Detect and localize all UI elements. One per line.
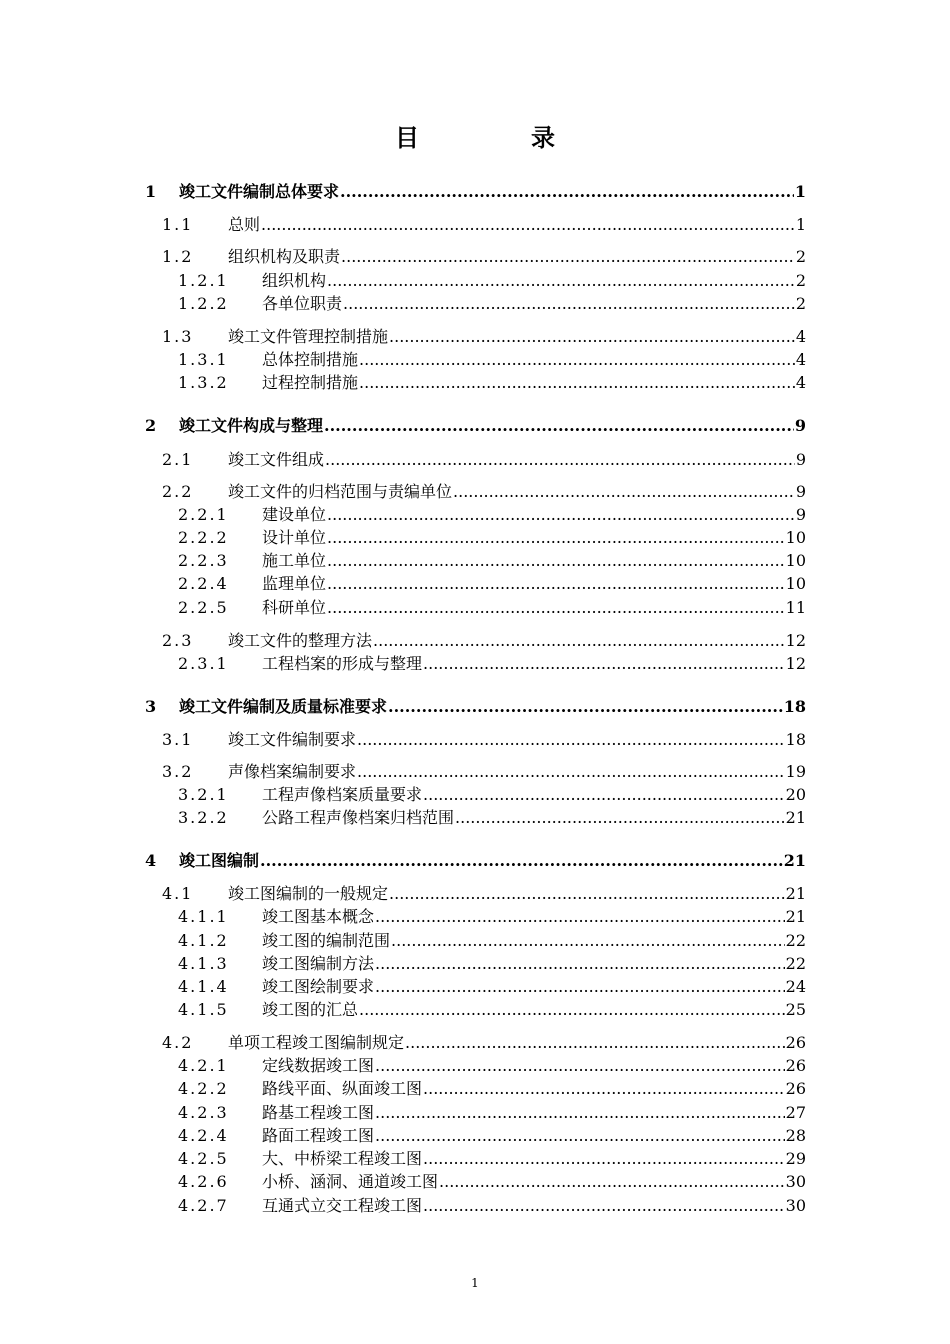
toc-entry-title: 设计单位 <box>262 528 327 547</box>
toc-entry-page: 25 <box>785 1000 806 1019</box>
toc-entry[interactable] <box>178 807 806 829</box>
toc-leader-dots <box>357 729 785 751</box>
toc-leader-dots <box>324 415 794 437</box>
toc-leader-dots <box>375 1102 785 1124</box>
toc-entry[interactable] <box>178 597 806 619</box>
toc-entry-page: 22 <box>785 954 806 973</box>
toc-entry-title: 竣工图的汇总 <box>262 1000 359 1019</box>
toc-leader-dots <box>341 246 795 268</box>
toc-entry-page: 21 <box>785 808 806 827</box>
toc-entry-title: 声像档案编制要求 <box>228 762 357 781</box>
toc-entry-page: 28 <box>785 1126 806 1145</box>
toc-leader-dots <box>359 349 795 371</box>
toc-entry[interactable] <box>178 906 806 928</box>
toc-entry[interactable] <box>178 930 806 952</box>
toc-entry-number: 3.1 <box>162 730 194 749</box>
toc-leader-dots <box>423 1078 785 1100</box>
toc-entry-page: 4 <box>795 327 806 346</box>
toc-entry-page: 21 <box>783 851 806 870</box>
toc-entry-page: 10 <box>785 551 806 570</box>
toc-entry-title: 组织机构及职责 <box>228 247 341 266</box>
toc-leader-dots <box>389 326 795 348</box>
toc-entry-page: 26 <box>785 1033 806 1052</box>
toc-entry-title: 工程档案的形成与整理 <box>262 654 423 673</box>
toc-entry-number: 4.1.2 <box>178 931 229 950</box>
toc-entry-title: 工程声像档案质量要求 <box>262 785 423 804</box>
toc-entry[interactable] <box>178 653 806 675</box>
toc-entry-title: 科研单位 <box>262 598 327 617</box>
toc-entry[interactable] <box>162 246 806 268</box>
toc-leader-dots <box>423 784 785 806</box>
toc-entry-page: 26 <box>785 1079 806 1098</box>
toc-entry-title: 建设单位 <box>262 505 327 524</box>
toc-entry-number: 2.2.2 <box>178 528 229 547</box>
toc-entry-title: 竣工文件构成与整理 <box>179 416 324 435</box>
toc-leader-dots <box>375 1055 785 1077</box>
toc-entry-number: 1.3.1 <box>178 350 229 369</box>
toc-entry[interactable] <box>145 181 806 203</box>
toc-leader-dots <box>391 930 785 952</box>
toc-entry[interactable] <box>178 976 806 998</box>
toc-entry-number: 1.3.2 <box>178 373 229 392</box>
toc-entry-title: 竣工图编制 <box>179 851 260 870</box>
toc-entry-number: 4.2.5 <box>178 1149 229 1168</box>
toc-entry-title: 小桥、涵洞、通道竣工图 <box>262 1172 439 1191</box>
toc-leader-dots <box>375 906 785 928</box>
toc-entry-page: 2 <box>795 247 806 266</box>
toc-leader-dots <box>375 953 785 975</box>
toc-leader-dots <box>327 527 785 549</box>
toc-entry[interactable] <box>178 1102 806 1124</box>
toc-entry-title: 竣工图编制方法 <box>262 954 375 973</box>
toc-entry-title: 竣工图编制的一般规定 <box>228 884 389 903</box>
toc-entry-number: 4.2.4 <box>178 1126 229 1145</box>
toc-entry-number: 4 <box>145 851 157 870</box>
toc-entry-number: 4.1.3 <box>178 954 229 973</box>
toc-entry[interactable] <box>178 999 806 1021</box>
toc-entry-page: 4 <box>795 350 806 369</box>
toc-entry-number: 2.2.3 <box>178 551 229 570</box>
toc-entry[interactable] <box>162 214 806 236</box>
toc-entry[interactable] <box>178 1078 806 1100</box>
toc-entry[interactable] <box>162 326 806 348</box>
toc-entry-number: 3.2.1 <box>178 785 229 804</box>
toc-entry-number: 1.1 <box>162 215 194 234</box>
toc-entry[interactable] <box>178 784 806 806</box>
toc-leader-dots <box>389 883 785 905</box>
toc-entry-number: 1 <box>145 182 157 201</box>
toc-entry-title: 监理单位 <box>262 574 327 593</box>
toc-entry-title: 竣工文件的整理方法 <box>228 631 373 650</box>
toc-entry[interactable] <box>178 953 806 975</box>
toc-entry-number: 4.1 <box>162 884 194 903</box>
toc-entry-number: 2.2.1 <box>178 505 229 524</box>
toc-entry-number: 3 <box>145 697 157 716</box>
toc-leader-dots <box>343 293 795 315</box>
toc-entry-number: 2.2 <box>162 482 194 501</box>
toc-leader-dots <box>453 481 795 503</box>
toc-entry-number: 3.2.2 <box>178 808 229 827</box>
toc-entry-page: 9 <box>795 450 806 469</box>
toc-entry-title: 各单位职责 <box>262 294 343 313</box>
toc-entry-number: 3.2 <box>162 762 194 781</box>
toc-leader-dots <box>375 976 785 998</box>
toc-leader-dots <box>423 1148 785 1170</box>
toc-entry-title: 互通式立交工程竣工图 <box>262 1196 423 1215</box>
toc-leader-dots <box>327 270 795 292</box>
toc-entry-title: 竣工文件组成 <box>228 450 325 469</box>
toc-entry-page: 21 <box>785 907 806 926</box>
toc-entry[interactable] <box>178 372 806 394</box>
toc-entry-number: 2.3.1 <box>178 654 229 673</box>
toc-entry-number: 4.2.3 <box>178 1103 229 1122</box>
toc-entry-page: 1 <box>795 215 806 234</box>
toc-entry-page: 2 <box>795 294 806 313</box>
toc-entry-number: 4.2.2 <box>178 1079 229 1098</box>
toc-entry-page: 12 <box>785 654 806 673</box>
toc-leader-dots <box>261 214 795 236</box>
toc-entry[interactable] <box>178 527 806 549</box>
toc-leader-dots <box>325 449 795 471</box>
toc-entry-title: 公路工程声像档案归档范围 <box>262 808 455 827</box>
toc-entry[interactable] <box>178 293 806 315</box>
toc-leader-dots <box>260 850 783 872</box>
toc-entry-title: 竣工图基本概念 <box>262 907 375 926</box>
toc-entry-number: 1.2.2 <box>178 294 229 313</box>
toc-entry[interactable] <box>162 883 806 905</box>
toc-entry-number: 4.2 <box>162 1033 194 1052</box>
toc-entry-title: 竣工图绘制要求 <box>262 977 375 996</box>
toc-entry-page: 10 <box>785 528 806 547</box>
toc-entry-title: 总体控制措施 <box>262 350 359 369</box>
toc-entry-title: 竣工文件编制及质量标准要求 <box>179 697 388 716</box>
toc-entry-page: 11 <box>785 598 806 617</box>
toc-entry[interactable] <box>145 415 806 437</box>
toc-entry-page: 18 <box>785 730 806 749</box>
toc-entry-page: 4 <box>795 373 806 392</box>
toc-leader-dots <box>423 653 785 675</box>
toc-entry-number: 1.2.1 <box>178 271 229 290</box>
toc-entry-page: 9 <box>795 505 806 524</box>
page-title: 目 录 <box>395 123 599 152</box>
toc-entry-number: 4.2.6 <box>178 1172 229 1191</box>
page-number: 1 <box>471 1276 479 1290</box>
toc-entry-title: 组织机构 <box>262 271 327 290</box>
toc-leader-dots <box>327 573 785 595</box>
toc-entry-title: 定线数据竣工图 <box>262 1056 375 1075</box>
toc-entry-page: 27 <box>785 1103 806 1122</box>
toc-entry-title: 大、中桥梁工程竣工图 <box>262 1149 423 1168</box>
toc-leader-dots <box>455 807 785 829</box>
toc-entry[interactable] <box>178 504 806 526</box>
toc-entry-title: 竣工文件编制总体要求 <box>179 182 340 201</box>
toc-entry-title: 竣工文件的归档范围与责编单位 <box>228 482 453 501</box>
toc-leader-dots <box>359 372 795 394</box>
toc-leader-dots <box>327 504 795 526</box>
toc-entry-number: 2.1 <box>162 450 194 469</box>
toc-entry-page: 18 <box>783 697 806 716</box>
toc-leader-dots <box>357 761 785 783</box>
toc-entry[interactable] <box>178 1171 806 1193</box>
toc-entry-number: 2 <box>145 416 157 435</box>
toc-entry-number: 1.2 <box>162 247 194 266</box>
toc-entry[interactable] <box>162 761 806 783</box>
toc-entry[interactable] <box>162 1032 806 1054</box>
toc-leader-dots <box>327 550 785 572</box>
toc-entry-page: 22 <box>785 931 806 950</box>
toc-entry-number: 4.2.7 <box>178 1196 229 1215</box>
toc-entry-page: 19 <box>785 762 806 781</box>
toc-entry[interactable] <box>178 1195 806 1217</box>
toc-entry[interactable] <box>178 573 806 595</box>
toc-entry-title: 路基工程竣工图 <box>262 1103 375 1122</box>
toc-entry[interactable] <box>178 550 806 572</box>
toc-entry-title: 单项工程竣工图编制规定 <box>228 1033 405 1052</box>
toc-entry[interactable] <box>162 729 806 751</box>
toc-entry-number: 4.1.1 <box>178 907 229 926</box>
toc-entry[interactable] <box>178 270 806 292</box>
toc-entry[interactable] <box>145 696 806 718</box>
toc-entry-page: 30 <box>785 1196 806 1215</box>
toc-leader-dots <box>405 1032 785 1054</box>
toc-leader-dots <box>359 999 785 1021</box>
toc-entry-page: 20 <box>785 785 806 804</box>
toc-leader-dots <box>340 181 794 203</box>
toc-entry-page: 21 <box>785 884 806 903</box>
toc-entry-page: 24 <box>785 977 806 996</box>
toc-entry[interactable] <box>178 1055 806 1077</box>
toc-entry[interactable] <box>162 481 806 503</box>
toc-entry-page: 29 <box>785 1149 806 1168</box>
toc-entry-number: 4.1.4 <box>178 977 229 996</box>
toc-entry-title: 竣工图的编制范围 <box>262 931 391 950</box>
toc-leader-dots <box>327 597 785 619</box>
toc-entry-number: 4.2.1 <box>178 1056 229 1075</box>
toc-entry-page: 9 <box>794 416 806 435</box>
toc-entry[interactable] <box>178 349 806 371</box>
toc-entry[interactable] <box>162 630 806 652</box>
toc-entry[interactable] <box>145 850 806 872</box>
toc-entry-page: 9 <box>795 482 806 501</box>
toc-entry-number: 2.3 <box>162 631 194 650</box>
toc-entry-title: 总则 <box>228 215 261 234</box>
toc-entry-title: 竣工文件编制要求 <box>228 730 357 749</box>
toc-entry-number: 1.3 <box>162 327 194 346</box>
toc-entry[interactable] <box>178 1148 806 1170</box>
toc-entry-page: 1 <box>794 182 806 201</box>
toc-entry-page: 2 <box>795 271 806 290</box>
toc-entry-title: 过程控制措施 <box>262 373 359 392</box>
toc-entry[interactable] <box>162 449 806 471</box>
toc-entry-number: 2.2.5 <box>178 598 229 617</box>
toc-entry-page: 26 <box>785 1056 806 1075</box>
toc-leader-dots <box>375 1125 785 1147</box>
toc-leader-dots <box>439 1171 785 1193</box>
toc-entry[interactable] <box>178 1125 806 1147</box>
toc-entry-title: 施工单位 <box>262 551 327 570</box>
toc-leader-dots <box>373 630 785 652</box>
toc-entry-page: 30 <box>785 1172 806 1191</box>
toc-entry-title: 路线平面、纵面竣工图 <box>262 1079 423 1098</box>
toc-leader-dots <box>423 1195 785 1217</box>
toc-entry-number: 2.2.4 <box>178 574 229 593</box>
toc-leader-dots <box>388 696 783 718</box>
toc-entry-number: 4.1.5 <box>178 1000 229 1019</box>
toc-entry-page: 10 <box>785 574 806 593</box>
toc-entry-title: 路面工程竣工图 <box>262 1126 375 1145</box>
toc-entry-page: 12 <box>785 631 806 650</box>
toc-entry-title: 竣工文件管理控制措施 <box>228 327 389 346</box>
